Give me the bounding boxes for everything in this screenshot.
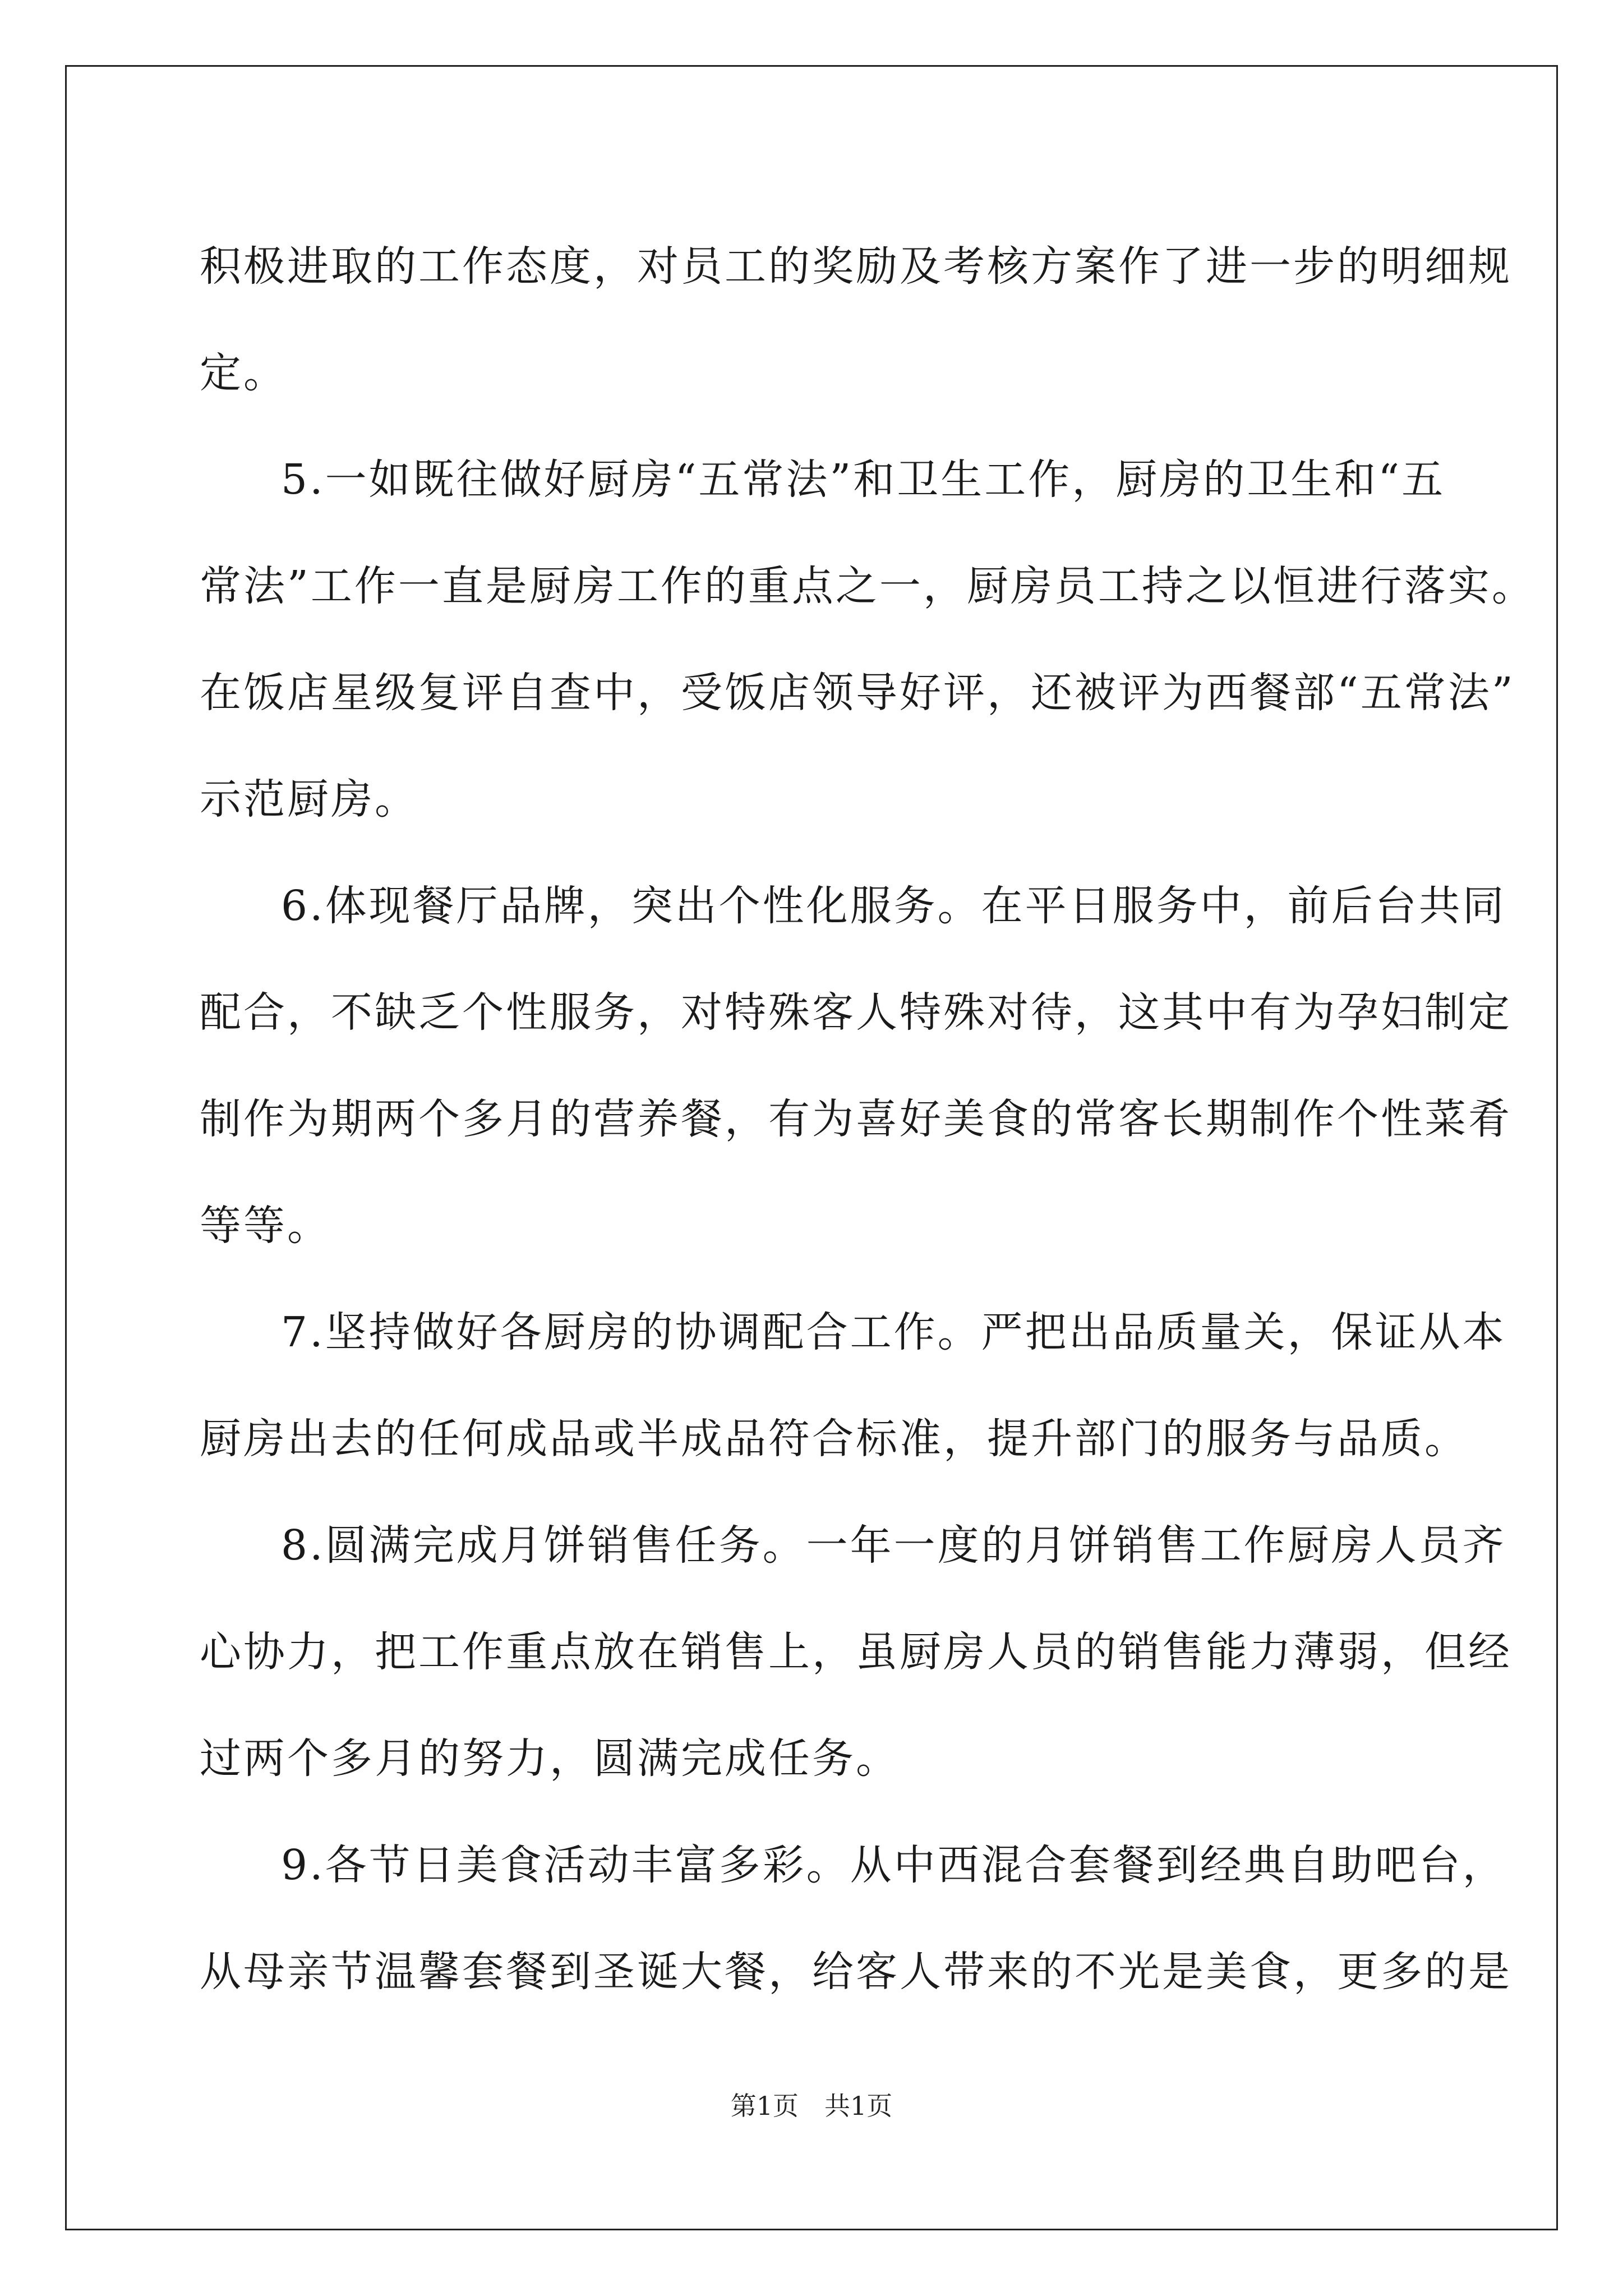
paragraph-line: 从母亲节温馨套餐到圣诞大餐，给客人带来的不光是美食，更多的是: [200, 1948, 1512, 1996]
paragraph-line: 6.体现餐厅品牌，突出个性化服务。在平日服务中，前后台共同: [281, 882, 1506, 930]
paragraph-line: 常法”工作一直是厨房工作的重点之一，厨房员工持之以恒进行落实。: [200, 562, 1536, 610]
paragraph-line: 等等。: [200, 1202, 331, 1250]
paragraph-line: 8.圆满完成月饼销售任务。一年一度的月饼销售工作厨房人员齐: [281, 1521, 1506, 1570]
paragraph-line: 7.坚持做好各厨房的协调配合工作。严把出品质量关，保证从本: [281, 1308, 1506, 1356]
paragraph-line: 制作为期两个多月的营养餐，有为喜好美食的常客长期制作个性菜肴: [200, 1095, 1512, 1143]
paragraph-line: 9.各节日美食活动丰富多彩。从中西混合套餐到经典自助吧台，: [281, 1841, 1506, 1889]
paragraph-line: 厨房出去的任何成品或半成品符合标准，提升部门的服务与品质。: [200, 1415, 1468, 1463]
paragraph-line: 过两个多月的努力，圆满完成任务。: [200, 1734, 900, 1783]
paragraph-line: 5.一如既往做好厨房“五常法”和卫生工作，厨房的卫生和“五: [281, 455, 1446, 504]
paragraph-line: 在饭店星级复评自查中，受饭店领导好评，还被评为西餐部“五常法”: [200, 669, 1515, 717]
page-number-footer: 第1页 共1页: [730, 2091, 893, 2121]
paragraph-line: 定。: [200, 349, 287, 397]
paragraph-line: 心协力，把工作重点放在销售上，虽厨房人员的销售能力薄弱，但经: [200, 1628, 1512, 1676]
paragraph-line: 积极进取的工作态度，对员工的奖励及考核方案作了进一步的明细规: [200, 242, 1512, 291]
paragraph-line: 示范厨房。: [200, 775, 418, 823]
paragraph-line: 配合，不缺乏个性服务，对特殊客人特殊对待，这其中有为孕妇制定: [200, 988, 1512, 1037]
